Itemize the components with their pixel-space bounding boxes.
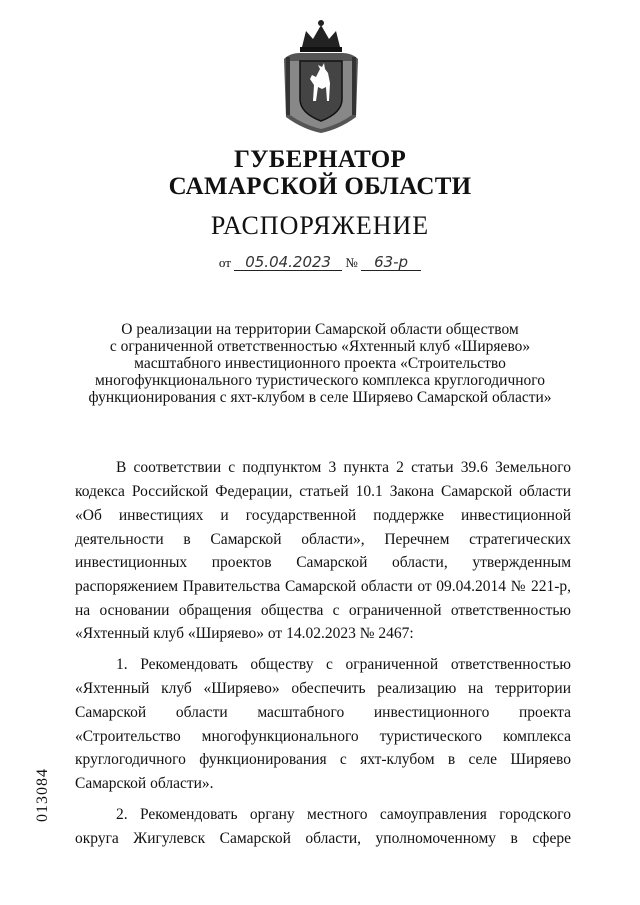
body-line: распоряжением Правительства Самарской области от 09.04.2014 № 221-р, [75, 578, 571, 595]
serial-number-stamp [14, 756, 74, 828]
body-line: В соответствии с подпунктом 3 пункта 2 статьи 39.6 Земельного [116, 459, 571, 476]
subject-block [60, 321, 580, 406]
body-line: на основании обращения общества с ограниченной ответственностью [75, 602, 571, 619]
body-line: «Яхтенный клуб «Ширяево» от 14.02.2023 № 2467: [75, 625, 414, 642]
date-prefix: от [218, 255, 231, 270]
body-line: «Строительство многофункционального туристического комплекса [75, 728, 571, 745]
subject-line: масштабного инвестиционного проекта «Строительство [134, 355, 506, 372]
body-line: «Яхтенный клуб «Ширяево» обеспечить реализацию на территории [75, 680, 571, 697]
body-line: 2. Рекомендовать органу местного самоуправления городского [116, 806, 571, 823]
handwritten-date: 05.04.2023 [234, 254, 342, 271]
subject-line: функционирования с яхт-клубом в селе Ширяево Самарской области» [88, 389, 552, 406]
handwritten-number: 63-р [361, 254, 421, 271]
issuer-title-line1: ГУБЕРНАТОР [233, 146, 407, 173]
body-line: Самарской области». [75, 775, 214, 792]
subject-line: многофункционального туристического комплекса круглогодичного [94, 372, 546, 389]
body-line: деятельности в Самарской области», Перечнем стратегических [75, 531, 571, 548]
serial-number: 013084 [34, 768, 51, 822]
subject-line: О реализации на территории Самарской области обществом [121, 321, 519, 338]
coat-of-arms-emblem [280, 17, 362, 135]
body-line: круглогодичного функционирования с яхт-клубом в селе Ширяево [75, 751, 571, 768]
body-line: «Об инвестициях и государственной поддержке инвестиционной [75, 507, 571, 524]
number-sign: № [345, 255, 358, 270]
date-number-line [0, 254, 640, 271]
document-type-title: РАСПОРЯЖЕНИЕ [210, 211, 430, 240]
subject-line: с ограниченной ответственностью «Яхтенный клуб «Ширяево» [109, 338, 531, 355]
body-line: кодекса Российской Федерации, статьей 10.1 Закона Самарской области [75, 483, 571, 500]
body-line: округа Жигулевск Самарской области, уполномоченному в сфере [75, 830, 571, 847]
body-line: 1. Рекомендовать обществу с ограниченной ответственностью [116, 656, 571, 673]
issuer-title-line2: САМАРСКОЙ ОБЛАСТИ [168, 173, 472, 200]
body-line: Самарской области масштабного инвестиционного проекта [75, 704, 571, 721]
body-line: инвестиционных проектов Самарской области, утвержденным [75, 554, 571, 571]
